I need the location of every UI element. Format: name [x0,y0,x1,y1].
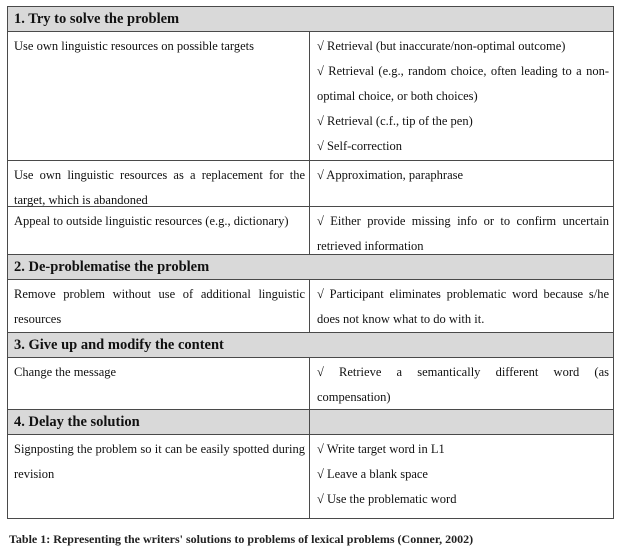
section-heading-4 [8,410,613,435]
action-item: √ Retrieval (but inaccurate/non-optimal outcome) [317,39,566,53]
action-cell [310,207,613,254]
section-heading-3: 3. Give up and modify the content [8,333,613,358]
action-item: √ Retrieval (c.f., tip of the pen) [317,114,473,128]
action-item: √ Write target word in L1 [317,442,445,456]
strategy-cell [8,280,310,332]
strategy-cell [8,435,310,518]
strategy-text: Signposting the problem so it can be easily spotted during revision [14,442,305,481]
table-caption: Table 1: Representing the writers' solutions to problems of lexical problems (Conner, 2002) [9,532,474,546]
table-row [8,358,613,410]
strategy-text: Use own linguistic resources on possible targets [14,39,255,53]
action-cell [310,280,613,332]
action-item: √ Use the problematic word [317,492,457,506]
strategy-cell [8,358,310,409]
strategy-text: Use own linguistic resources as a replacement for the target, which is abandoned [14,168,305,207]
action-cell [310,435,613,518]
table-row [8,280,613,333]
action-cell [310,161,613,206]
strategy-text: Appeal to outside linguistic resources (e.g., dictionary) [14,214,289,228]
action-item: √ Retrieval (e.g., random choice, often leading to a non-optimal choice, or both choices) [317,64,609,103]
table-row [8,32,613,161]
action-item: √ Either provide missing info or to confirm uncertain retrieved information [317,214,609,253]
table-row [8,435,613,518]
strategy-text: Remove problem without use of additional linguistic resources [14,287,305,326]
action-item: √ Leave a blank space [317,467,428,481]
section-heading-4-label: 4. Delay the solution [8,410,310,434]
action-item: √ Retrieve a semantically different word (as compensation) [317,365,609,404]
strategies-table [7,6,614,519]
action-cell [310,358,613,409]
strategy-cell [8,161,310,206]
action-item: √ Approximation, paraphrase [317,168,464,182]
action-cell [310,32,613,160]
section-heading-1: 1. Try to solve the problem [8,7,613,32]
strategy-text: Change the message [14,365,117,379]
section-heading-4-empty [310,410,613,434]
action-item: √ Participant eliminates problematic word because s/he does not know what to do with it. [317,287,609,326]
table-row [8,161,613,207]
table-row [8,207,613,255]
strategy-cell [8,32,310,160]
action-item: √ Self-correction [317,139,402,153]
section-heading-2: 2. De-problematise the problem [8,255,613,280]
strategy-cell [8,207,310,254]
